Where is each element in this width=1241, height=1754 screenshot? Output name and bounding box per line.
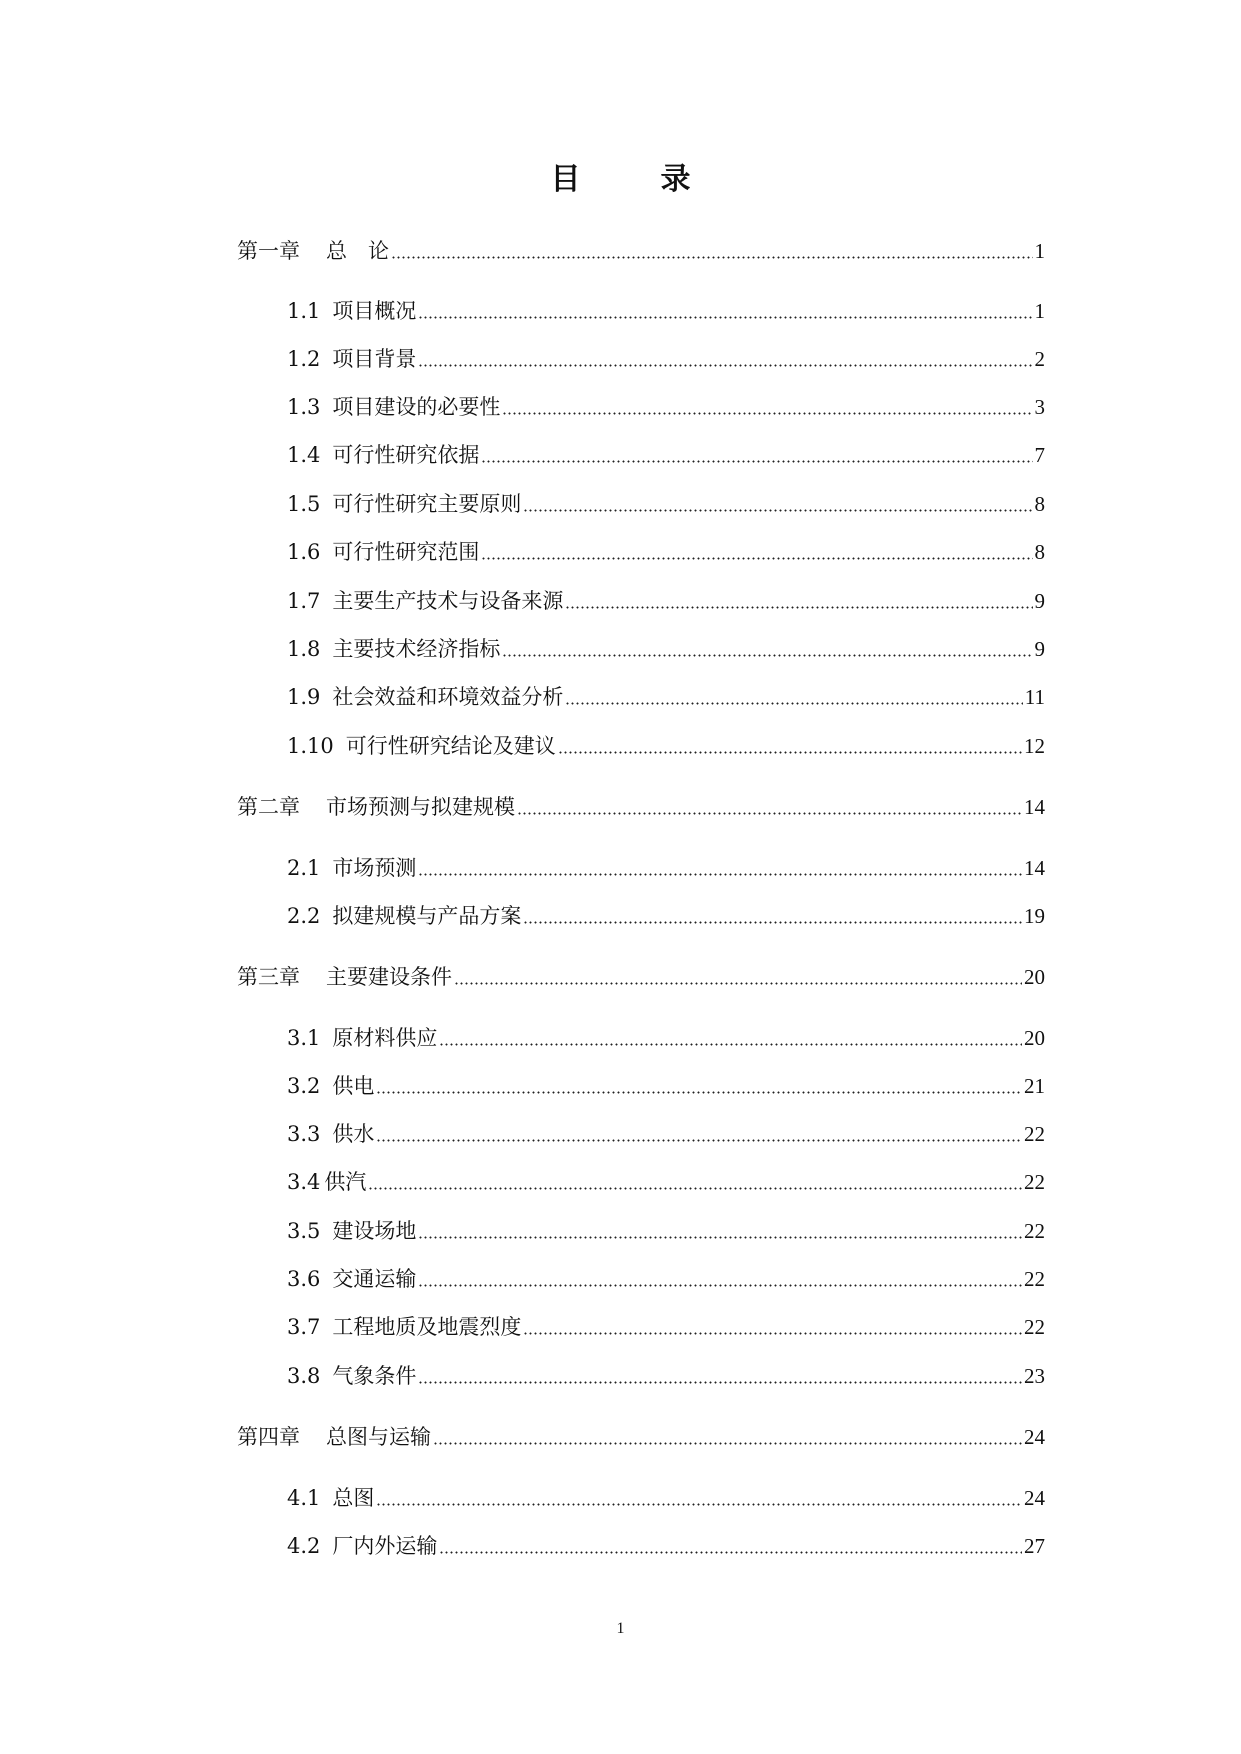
toc-page-number: 1 (1034, 299, 1045, 323)
toc-page-number: 22 (1024, 1170, 1045, 1194)
toc-leader (481, 540, 1032, 560)
toc-section-3-1[interactable] (287, 1023, 1045, 1053)
toc-number: 1.5 (287, 492, 321, 516)
toc-section-4-2[interactable] (287, 1531, 1045, 1561)
toc-label: 供水 (332, 1122, 375, 1146)
toc-section-4-1[interactable] (287, 1483, 1045, 1513)
toc-number: 4.2 (287, 1534, 321, 1558)
toc-page-number: 14 (1024, 795, 1045, 819)
toc-number: 1.3 (287, 395, 321, 419)
toc-number: 1.7 (287, 589, 321, 613)
toc-label: 社会效益和环境效益分析 (332, 685, 564, 709)
toc-page-number: 2 (1034, 347, 1045, 371)
toc-section-3-6[interactable] (287, 1264, 1045, 1294)
toc-number: 3.6 (287, 1267, 321, 1291)
toc-page-number: 27 (1024, 1534, 1045, 1558)
toc-leader (439, 1026, 1022, 1046)
toc-leader (418, 1364, 1022, 1384)
toc-page-number: 12 (1024, 734, 1045, 758)
toc-label: 建设场地 (332, 1219, 417, 1243)
toc-leader (502, 637, 1032, 657)
toc-number: 1.10 (287, 734, 334, 758)
toc-page-number: 20 (1024, 965, 1045, 989)
toc-leader (418, 347, 1032, 367)
toc-leader (418, 299, 1032, 319)
toc-label: 供电 (332, 1074, 375, 1098)
toc-number: 3.1 (287, 1026, 321, 1050)
toc-label: 交通运输 (332, 1267, 417, 1291)
toc-section-3-4[interactable] (287, 1167, 1045, 1197)
toc-leader (454, 965, 1022, 985)
toc-number: 4.1 (287, 1486, 321, 1510)
toc-number: 1.1 (287, 299, 321, 323)
toc-label: 主要技术经济指标 (332, 637, 501, 661)
toc-section-1-8[interactable] (287, 634, 1045, 664)
toc-leader (502, 395, 1032, 415)
toc-page-number: 14 (1024, 856, 1045, 880)
toc-page-number: 21 (1024, 1074, 1045, 1098)
toc-number: 1.4 (287, 443, 321, 467)
toc-page-number: 20 (1024, 1026, 1045, 1050)
toc-leader (481, 443, 1032, 463)
toc-number: 第三章 (237, 965, 300, 989)
toc-section-2-2[interactable] (287, 901, 1045, 931)
toc-label: 原材料供应 (332, 1026, 438, 1050)
toc-leader (565, 589, 1032, 609)
toc-leader (523, 492, 1032, 512)
toc-leader (523, 904, 1022, 924)
toc-leader (517, 795, 1022, 815)
toc-leader (376, 1074, 1022, 1094)
toc-label: 主要生产技术与设备来源 (332, 589, 564, 613)
toc-section-1-2[interactable] (287, 344, 1045, 374)
toc-number: 1.9 (287, 685, 321, 709)
toc-label: 供汽 (324, 1170, 367, 1194)
footer-page-number: 1 (616, 1620, 625, 1637)
toc-section-1-10[interactable] (287, 731, 1045, 761)
toc-leader (558, 734, 1022, 754)
page-title-left: 目 (550, 162, 581, 197)
toc-leader (376, 1486, 1022, 1506)
toc-page-number: 8 (1034, 492, 1045, 516)
toc-section-1-9[interactable] (287, 682, 1045, 712)
toc-leader (418, 1219, 1022, 1239)
toc-page-number: 9 (1034, 589, 1045, 613)
toc-number: 2.2 (287, 904, 321, 928)
toc-number: 3.5 (287, 1219, 321, 1243)
toc-label: 可行性研究范围 (332, 540, 480, 564)
toc-leader (418, 856, 1022, 876)
toc-number: 2.1 (287, 856, 321, 880)
toc-label: 项目背景 (332, 347, 417, 371)
toc-section-1-1[interactable] (287, 296, 1045, 326)
toc-label: 总 论 (326, 239, 389, 263)
toc-number: 3.3 (287, 1122, 321, 1146)
toc-label: 可行性研究主要原则 (332, 492, 522, 516)
toc-page-number: 22 (1024, 1267, 1045, 1291)
toc-section-3-2[interactable] (287, 1071, 1045, 1101)
toc-section-3-3[interactable] (287, 1119, 1045, 1149)
toc-page-number: 24 (1024, 1425, 1045, 1449)
toc-number: 1.2 (287, 347, 321, 371)
toc-section-1-4[interactable] (287, 440, 1045, 470)
toc-number: 第二章 (237, 795, 300, 819)
toc-leader (433, 1425, 1022, 1445)
toc-section-1-6[interactable] (287, 537, 1045, 567)
toc-page-number: 22 (1024, 1315, 1045, 1339)
toc-section-1-7[interactable] (287, 586, 1045, 616)
toc-label: 可行性研究依据 (332, 443, 480, 467)
toc-page-number: 22 (1024, 1219, 1045, 1243)
toc-chapter-1[interactable] (237, 236, 1045, 266)
toc-leader (418, 1267, 1022, 1287)
toc-section-1-5[interactable] (287, 489, 1045, 519)
toc-section-3-5[interactable] (287, 1216, 1045, 1246)
toc-label: 总图与运输 (326, 1425, 431, 1449)
toc-leader (368, 1170, 1022, 1190)
toc-number: 1.6 (287, 540, 321, 564)
toc-label: 主要建设条件 (326, 965, 452, 989)
toc-leader (376, 1122, 1022, 1142)
toc-leader (391, 239, 1033, 259)
toc-page-number: 23 (1024, 1364, 1045, 1388)
toc-label: 厂内外运输 (332, 1534, 438, 1558)
toc-label: 项目建设的必要性 (332, 395, 501, 419)
toc-label: 可行性研究结论及建议 (345, 734, 556, 758)
toc-page-number: 7 (1034, 443, 1045, 467)
toc-leader (439, 1534, 1022, 1554)
toc-page-number: 3 (1034, 395, 1045, 419)
toc-chapter-2[interactable] (237, 792, 1045, 822)
toc-number: 3.8 (287, 1364, 321, 1388)
toc-number: 第一章 (237, 239, 300, 263)
toc-leader (523, 1315, 1022, 1335)
toc-leader (565, 685, 1022, 705)
toc-number: 3.4 (287, 1170, 321, 1194)
toc-number: 3.7 (287, 1315, 321, 1339)
toc-label: 工程地质及地震烈度 (332, 1315, 522, 1339)
toc-label: 气象条件 (332, 1364, 417, 1388)
toc-page-number: 24 (1024, 1486, 1045, 1510)
toc-label: 市场预测与拟建规模 (326, 795, 515, 819)
toc-number: 1.8 (287, 637, 321, 661)
toc-label: 总图 (332, 1486, 375, 1510)
toc-section-3-8[interactable] (287, 1361, 1045, 1391)
toc-chapter-3[interactable] (237, 962, 1045, 992)
toc-chapter-4[interactable] (237, 1422, 1045, 1452)
toc-number: 3.2 (287, 1074, 321, 1098)
toc-label: 市场预测 (332, 856, 417, 880)
toc-page-number: 1 (1034, 239, 1045, 263)
toc-page-number: 11 (1024, 685, 1045, 709)
toc-section-2-1[interactable] (287, 853, 1045, 883)
toc-page-number: 19 (1024, 904, 1045, 928)
toc-section-3-7[interactable] (287, 1312, 1045, 1342)
toc-page-number: 22 (1024, 1122, 1045, 1146)
toc-label: 项目概况 (332, 299, 417, 323)
toc-label: 拟建规模与产品方案 (332, 904, 522, 928)
toc-number: 第四章 (237, 1425, 300, 1449)
toc-section-1-3[interactable] (287, 392, 1045, 422)
page-title-right: 录 (660, 162, 691, 197)
toc-page-number: 9 (1034, 637, 1045, 661)
toc-page-number: 8 (1034, 540, 1045, 564)
